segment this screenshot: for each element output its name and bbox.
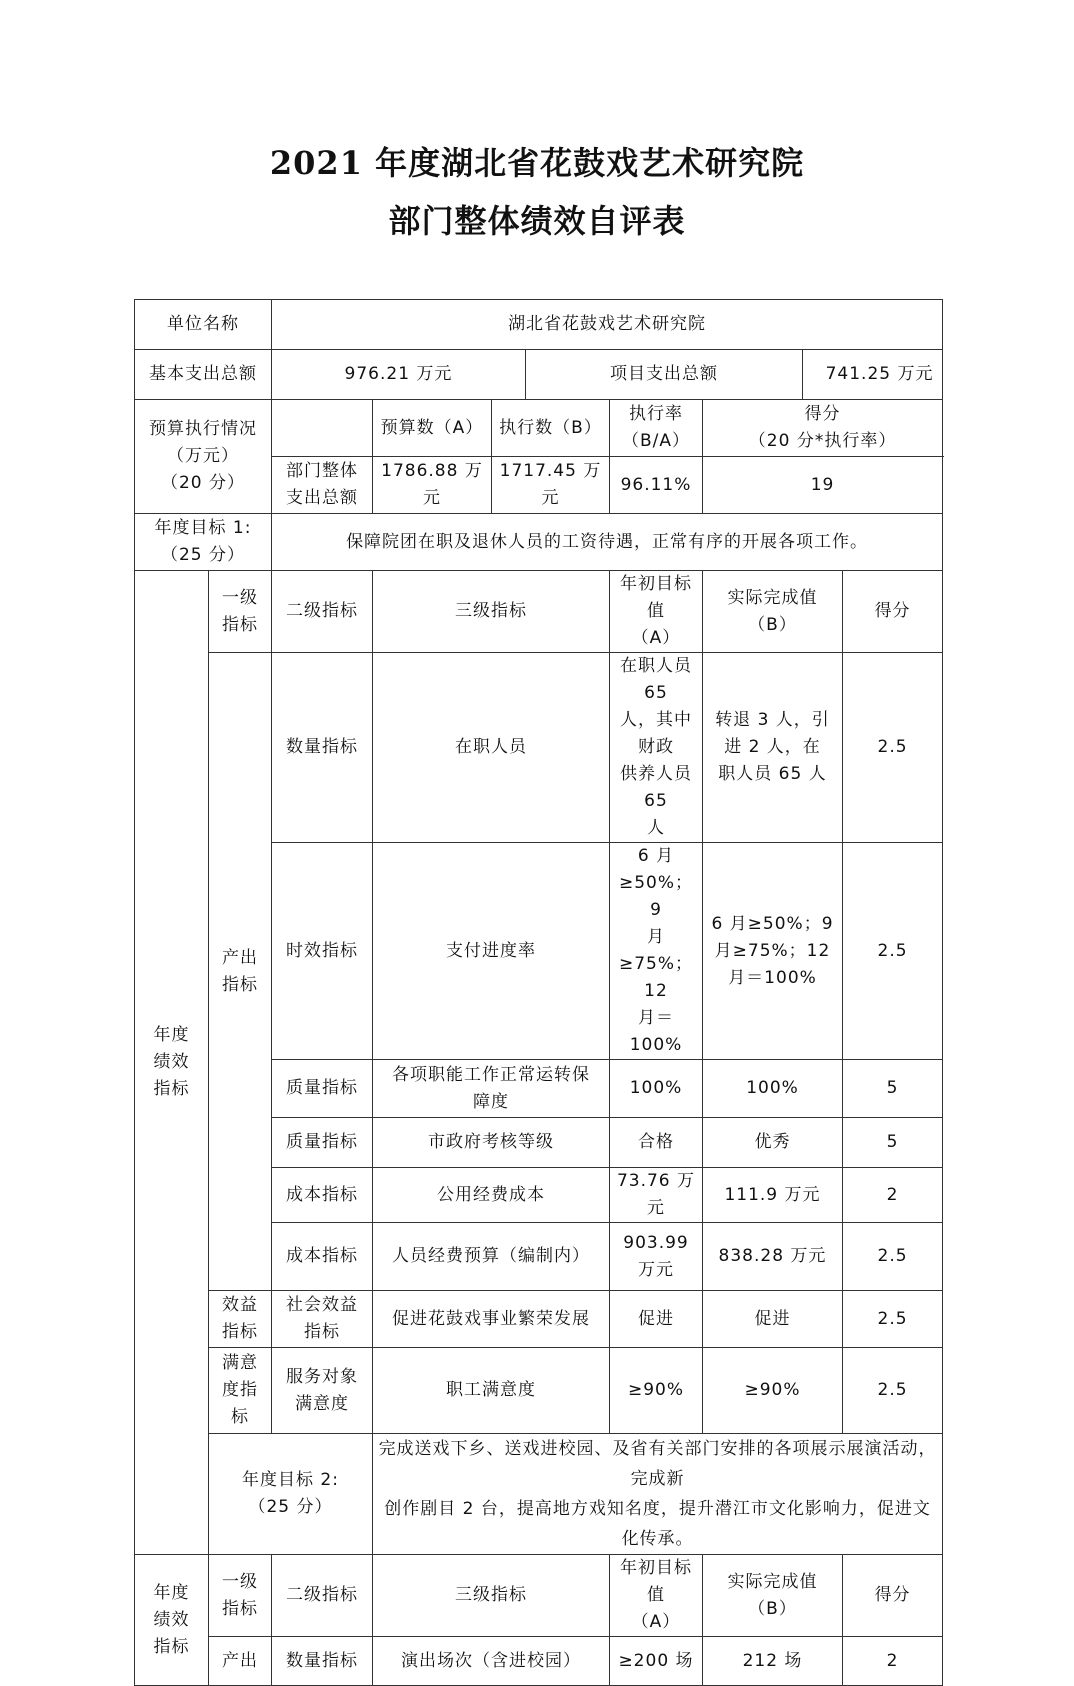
table-row — [135, 1637, 943, 1686]
page-title-line2: 部门整体绩效自评表 — [388, 202, 686, 240]
level2-cell: 社会效益 指标 — [272, 1291, 373, 1348]
budget-col-rate: 执行率（B/A） — [610, 400, 703, 457]
level2-cell: 数量指标 — [272, 653, 373, 843]
target-cell: ≥90% — [610, 1348, 703, 1434]
score-cell: 2 — [843, 1168, 943, 1223]
level3-cell: 在职人员 — [373, 653, 610, 843]
goal1-text: 保障院团在职及退休人员的工资待遇，正常有序的开展各项工作。 — [272, 514, 943, 571]
unit-label: 单位名称 — [135, 300, 272, 350]
level3-cell: 促进花鼓戏事业繁荣发展 — [373, 1291, 610, 1348]
header-level3: 三级指标 — [373, 571, 610, 653]
actual-cell: 6 月≥50%；9 月≥75%；12 月＝100% — [703, 843, 843, 1060]
target-cell: 100% — [610, 1060, 703, 1118]
actual-cell: 212 场 — [703, 1637, 843, 1686]
budget-label: 预算执行情况 （万元） （20 分） — [135, 400, 272, 514]
unit-row — [135, 300, 943, 350]
goal2-label: 年度目标 2: （25 分） — [209, 1434, 373, 1555]
header-score: 得分 — [843, 571, 943, 653]
performance-table — [134, 299, 943, 1686]
budget-row-label: 部门整体 支出总额 — [272, 457, 373, 514]
level2-cell: 成本指标 — [272, 1223, 373, 1291]
header2-level2: 二级指标 — [272, 1555, 373, 1637]
indicator-header-row — [135, 571, 943, 653]
actual-cell: 优秀 — [703, 1118, 843, 1168]
level2-cell: 时效指标 — [272, 843, 373, 1060]
table-row — [135, 1348, 943, 1434]
indicator2-header-row — [135, 1555, 943, 1637]
actual-cell: 转退 3 人，引 进 2 人，在 职人员 65 人 — [703, 653, 843, 843]
score-cell: 2.5 — [843, 653, 943, 843]
table-row — [135, 1291, 943, 1348]
unit-value: 湖北省花鼓戏艺术研究院 — [272, 300, 943, 350]
score-cell: 5 — [843, 1060, 943, 1118]
budget-score-value: 19 — [703, 457, 943, 514]
goal2-row — [135, 1434, 943, 1555]
level1-cell: 产出 — [209, 1637, 272, 1686]
score-cell: 2.5 — [843, 1348, 943, 1434]
level3-cell: 市政府考核等级 — [373, 1118, 610, 1168]
budget-col-exec: 执行数（B） — [492, 400, 610, 457]
basic-expense-label: 基本支出总额 — [135, 350, 272, 400]
rate-value: 96.11% — [610, 457, 703, 514]
target-cell: 在职人员 65 人，其中财政 供养人员 65 人 — [610, 653, 703, 843]
target-cell: 903.99 万元 — [610, 1223, 703, 1291]
goal2-text: 完成送戏下乡、送戏进校园、及省有关部门安排的各项展示展演活动，完成新 创作剧目 2 台，提高地方戏知名度，提升潜江市文化影响力，促进文化传承。 — [373, 1434, 943, 1555]
level2-cell: 质量指标 — [272, 1118, 373, 1168]
project-expense-label: 项目支出总额 — [526, 350, 803, 400]
project-expense-value: 741.25 万元 — [803, 350, 943, 400]
indicator2-group-label: 年度 绩效 指标 — [135, 1555, 209, 1686]
header-target: 年初目标值 （A） — [610, 571, 703, 653]
budget-header-row — [135, 400, 943, 457]
level2-cell: 质量指标 — [272, 1060, 373, 1118]
score-cell: 2 — [843, 1637, 943, 1686]
output-level1: 产出 指标 — [209, 653, 272, 1291]
actual-cell: ≥90% — [703, 1348, 843, 1434]
level3-cell: 公用经费成本 — [373, 1168, 610, 1223]
level3-cell: 职工满意度 — [373, 1348, 610, 1434]
indicator-group-label: 年度 绩效 指标 — [135, 571, 209, 1555]
target-cell: 促进 — [610, 1291, 703, 1348]
score-cell: 5 — [843, 1118, 943, 1168]
target-cell: 6 月≥50%；9 月≥75%；12 月＝100% — [610, 843, 703, 1060]
header-level2: 二级指标 — [272, 571, 373, 653]
budget-value: 1786.88 万 元 — [373, 457, 492, 514]
header-level1: 一级 指标 — [209, 571, 272, 653]
header2-target: 年初目标值 （A） — [610, 1555, 703, 1637]
header2-level3: 三级指标 — [373, 1555, 610, 1637]
target-cell: 合格 — [610, 1118, 703, 1168]
header2-actual: 实际完成值 （B） — [703, 1555, 843, 1637]
score-cell: 2.5 — [843, 1291, 943, 1348]
actual-cell: 838.28 万元 — [703, 1223, 843, 1291]
target-cell: ≥200 场 — [610, 1637, 703, 1686]
satisfaction-level1: 满意 度指 标 — [209, 1348, 272, 1434]
header-actual: 实际完成值 （B） — [703, 571, 843, 653]
goal1-label: 年度目标 1: （25 分） — [135, 514, 272, 571]
page-title-line1: 2021 年度湖北省花鼓戏艺术研究院 — [269, 144, 805, 182]
budget-col-budget: 预算数（A） — [373, 400, 492, 457]
actual-cell: 100% — [703, 1060, 843, 1118]
header2-score: 得分 — [843, 1555, 943, 1637]
goal1-row — [135, 514, 943, 571]
table-row — [135, 653, 943, 843]
level2-cell: 数量指标 — [272, 1637, 373, 1686]
level2-cell: 成本指标 — [272, 1168, 373, 1223]
actual-cell: 促进 — [703, 1291, 843, 1348]
target-cell: 73.76 万元 — [610, 1168, 703, 1223]
level3-cell: 各项职能工作正常运转保 障度 — [373, 1060, 610, 1118]
score-cell: 2.5 — [843, 843, 943, 1060]
level3-cell: 支付进度率 — [373, 843, 610, 1060]
level2-cell: 服务对象 满意度 — [272, 1348, 373, 1434]
budget-col-score: 得分 （20 分*执行率） — [703, 400, 943, 457]
budget-blank-header — [272, 400, 373, 457]
header2-level1: 一级 指标 — [209, 1555, 272, 1637]
actual-cell: 111.9 万元 — [703, 1168, 843, 1223]
benefit-level1: 效益 指标 — [209, 1291, 272, 1348]
score-cell: 2.5 — [843, 1223, 943, 1291]
level3-cell: 人员经费预算（编制内） — [373, 1223, 610, 1291]
basic-expense-value: 976.21 万元 — [272, 350, 526, 400]
expense-row — [135, 350, 943, 400]
level3-cell: 演出场次（含进校园） — [373, 1637, 610, 1686]
exec-value: 1717.45 万 元 — [492, 457, 610, 514]
